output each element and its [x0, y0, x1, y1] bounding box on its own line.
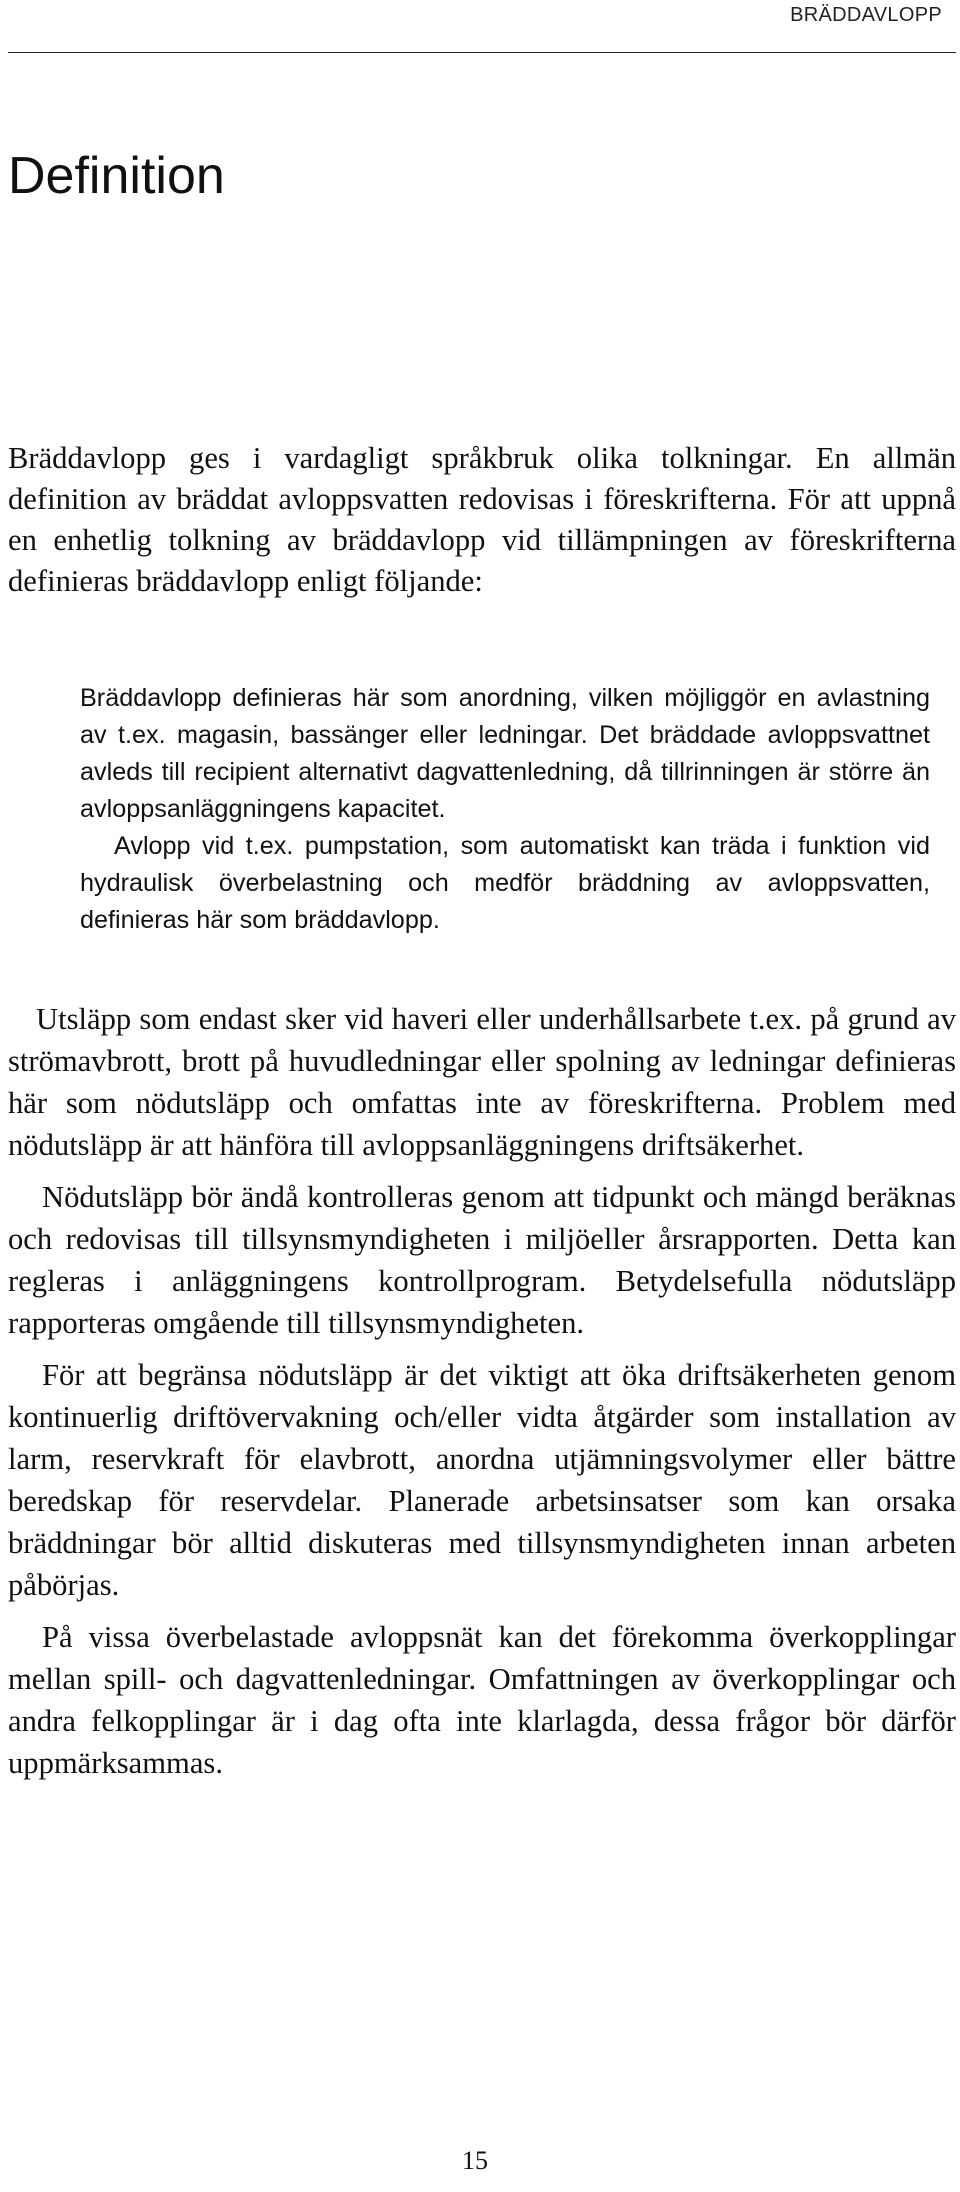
- page-number: 15: [462, 2146, 488, 2175]
- page-heading: Definition: [8, 147, 225, 205]
- body-paragraph-control: Nödutsläpp bör ändå kontrolleras genom att tidpunkt och mängd beräknas och redovisas till tillsynsmyndigheten i miljöeller årsrapporten. Detta kan regleras i anläggningens kontrollprogram. Betydelsefulla nödutsläpp rapporteras omgående till tillsynsmyndigheten.: [8, 1180, 956, 1340]
- definition-paragraph-2: Avlopp vid t.ex. pumpstation, som automatiskt kan träda i funktion vid hydraulisk överbelastning och medför bräddning av avloppsvatten, definieras här som bräddavlopp.: [80, 832, 930, 934]
- running-header: BRÄDDAVLOPP: [790, 4, 942, 26]
- definition-quote: [80, 680, 930, 939]
- intro-paragraph: Bräddavlopp ges i vardagligt språkbruk olika tolkningar. En allmän definition av bräddat avloppsvatten redovisas i föreskrifterna. För att uppnå en enhetlig tolkning av bräddavlopp vid tillämpningen av föreskrifterna definieras bräddavlopp enligt följande:: [8, 441, 956, 598]
- intro-section: [8, 438, 956, 602]
- body-paragraph-emergency-discharge: Utsläpp som endast sker vid haveri eller underhållsarbete t.ex. på grund av strömavbrott, brott på huvudledningar eller spolning av ledningar definieras här som nödutsläpp och omfattas inte av föreskrifterna. Problem med nödutsläpp är att hänföra till avloppsanläggningens driftsäkerhet.: [8, 1002, 956, 1162]
- body-paragraph-reliability: För att begränsa nödutsläpp är det viktigt att öka driftsäkerheten genom kontinuerlig driftövervakning och/eller vidta åtgärder som installation av larm, reservkraft för elavbrott, anordna utjämningsvolymer eller bättre beredskap för reservdelar. Planerade arbetsinsatser som kan orsaka bräddningar bör alltid diskuteras med tillsynsmyndigheten innan arbeten påbörjas.: [8, 1358, 956, 1602]
- body-paragraph-cross-connections: På vissa överbelastade avloppsnät kan det förekomma överkopplingar mellan spill- och dagvattenledningar. Omfattningen av överkopplingar och andra felkopplingar är i dag ofta inte klarlagda, dessa frågor bör därför uppmärksammas.: [8, 1620, 956, 1780]
- header-divider: [8, 52, 956, 53]
- definition-paragraph-1: Bräddavlopp definieras här som anordning, vilken möjliggör en avlastning av t.ex. magasin, bassänger eller ledningar. Det bräddade avloppsvattnet avleds till recipient alternativt dagvattenledning, då tillrinningen är större än avloppsanläggningens kapacitet.: [80, 684, 930, 823]
- body-section: [8, 998, 956, 1794]
